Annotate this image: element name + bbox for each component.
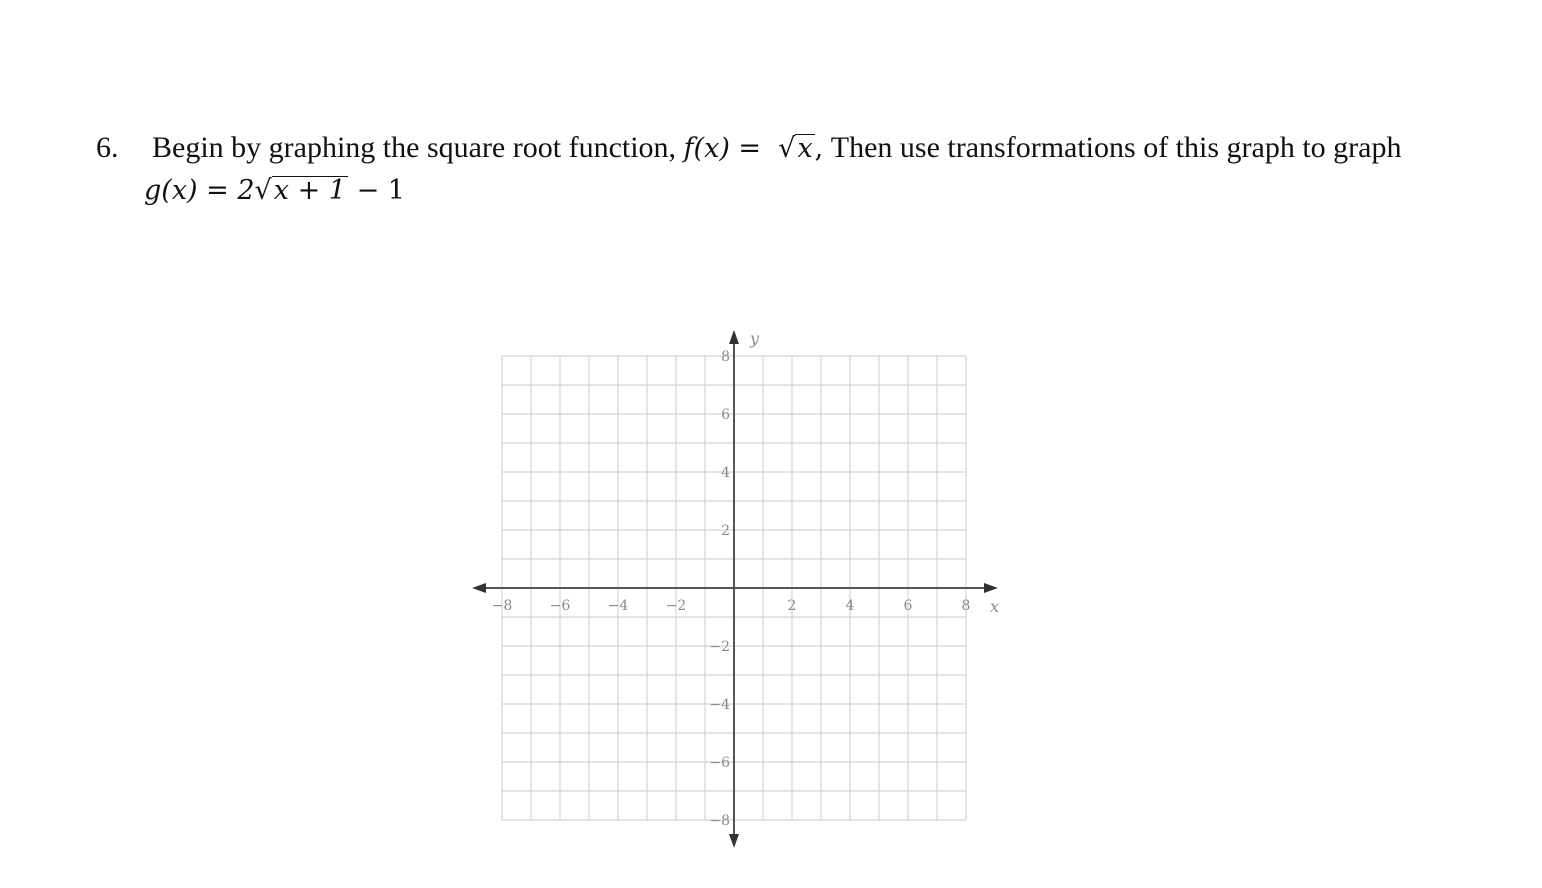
y-tick-label: −6 — [709, 755, 730, 771]
question-then-text: Then use transformations of this graph to graph — [830, 131, 1402, 164]
question-6 — [96, 128, 1516, 213]
question-number: 6. — [96, 131, 119, 164]
f-radicand: x — [797, 133, 813, 164]
x-tick-label: 4 — [845, 598, 855, 614]
coordinate-grid-svg[interactable] — [460, 320, 1020, 860]
x-tick-label: 2 — [787, 598, 797, 614]
x-tick-label: 6 — [903, 598, 913, 614]
question-intro: Begin by graphing the square root function, — [152, 131, 677, 164]
question-line-1 — [96, 128, 1516, 169]
y-axis-label: y — [750, 329, 760, 348]
y-tick-label: −8 — [709, 813, 730, 829]
x-tick-label: −2 — [665, 598, 687, 614]
g-definition: g(x) = 2√x + 1 − 1 — [144, 175, 405, 206]
y-tick-label: 4 — [721, 465, 730, 481]
g-after: − 1 — [356, 175, 405, 206]
x-tick-label: −6 — [549, 598, 571, 614]
coordinate-grid[interactable] — [460, 320, 1020, 860]
x-axis-right-arrow — [984, 583, 998, 593]
y-tick-label: −2 — [709, 639, 730, 655]
y-tick-label: 8 — [721, 349, 730, 365]
y-axis-top-arrow — [729, 330, 739, 344]
x-tick-label: 8 — [961, 598, 971, 614]
x-tick-label: −4 — [607, 598, 629, 614]
f-after: , — [814, 133, 824, 164]
x-tick-label: −8 — [491, 598, 513, 614]
f-def-label: f(x) = — [683, 133, 762, 164]
f-definition: f(x) = √x, — [683, 133, 824, 164]
y-axis-bottom-arrow — [729, 834, 739, 848]
y-tick-label: 2 — [721, 523, 730, 539]
g-def-label: g(x) = 2 — [144, 175, 255, 206]
y-tick-label: −4 — [709, 697, 730, 713]
x-axis-left-arrow — [472, 583, 486, 593]
y-tick-label: 6 — [721, 407, 730, 423]
x-axis-label: x — [990, 597, 1000, 616]
g-radicand: x + 1 — [273, 175, 346, 206]
